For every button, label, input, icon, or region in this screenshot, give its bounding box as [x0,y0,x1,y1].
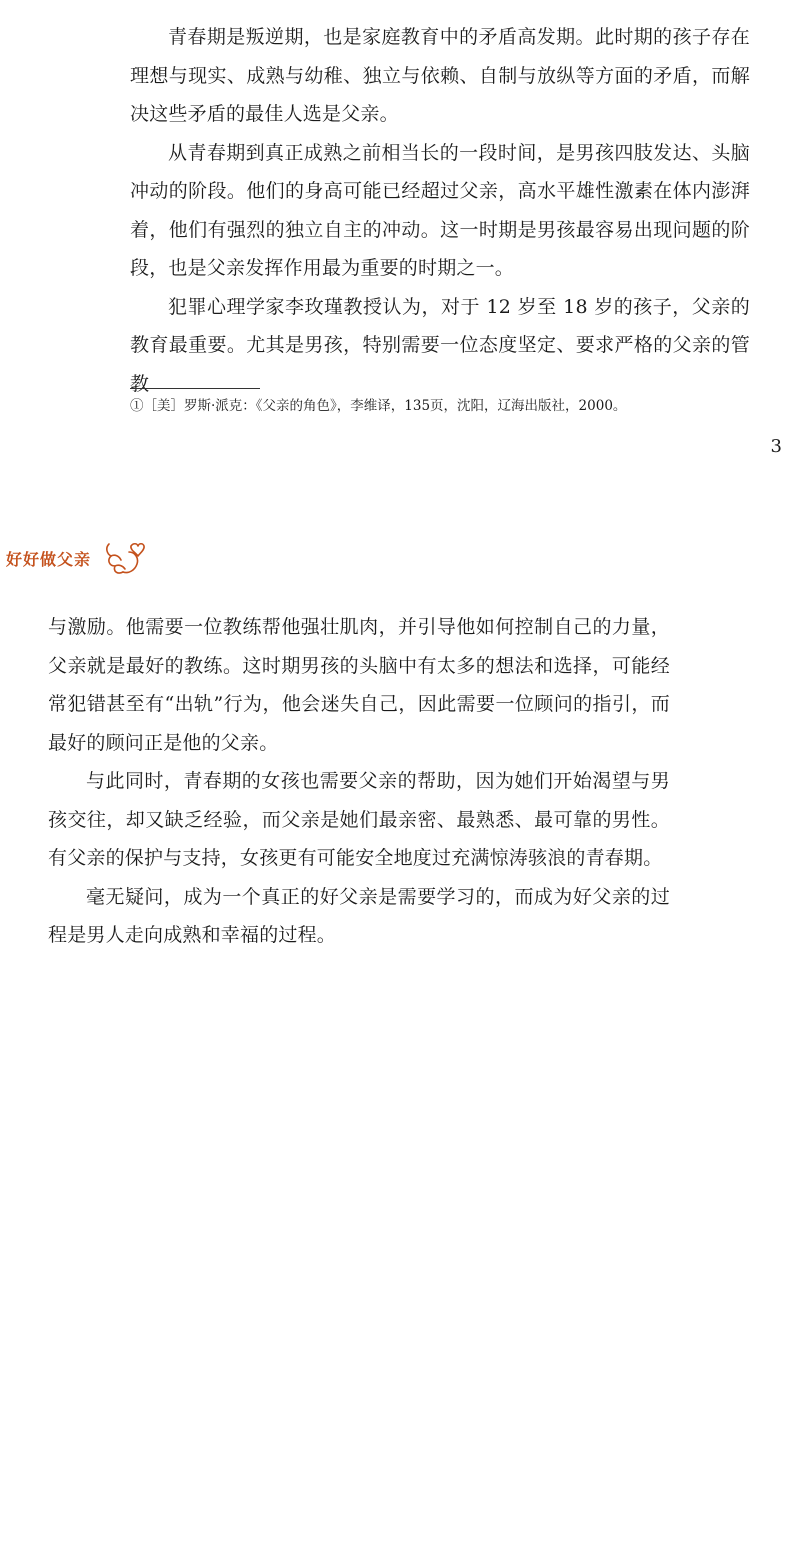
paragraph-girls-need-father: 与此同时，青春期的女孩也需要父亲的帮助，因为她们开始渴望与男孩交往，却又缺乏经验，而父亲是她们最亲密、最熟悉、最可靠的男性。有父亲的保护与支持，女孩更有可能安全地度过充满惊涛骇浪的青春期。 [48,770,670,869]
body-text-page-4 [48,608,670,955]
paragraph-father-as-coach: 与激励。他需要一位教练帮他强壮肌肉，并引导他如何控制自己的力量，父亲就是最好的教练。这时期男孩的头脑中有太多的想法和选择，可能经常犯错甚至有“出轨”行为，他会迷失自己，因此需要一位顾问的指引，而最好的顾问正是他的父亲。 [48,616,670,754]
running-header [6,538,147,578]
page-number: 3 [770,436,782,457]
page-4 [0,500,800,1546]
paragraph-becoming-good-father: 毫无疑问，成为一个真正的好父亲是需要学习的，而成为好父亲的过程是男人走向成熟和幸福的过程。 [48,885,670,946]
body-text-page-3 [130,18,750,403]
page-3 [0,0,800,470]
paragraph-adolescence-rebellion: 青春期是叛逆期，也是家庭教育中的矛盾高发期。此时期的孩子存在理想与现实、成熟与幼稚、独立与依赖、自制与放纵等方面的矛盾，而解决这些矛盾的最佳人选是父亲。 [130,26,750,125]
paragraph-boys-impulsive-stage: 从青春期到真正成熟之前相当长的一段时间，是男孩四肢发达、头脑冲动的阶段。他们的身高可能已经超过父亲，高水平雄性激素在体内澎湃着，他们有强烈的独立自主的冲动。这一时期是男孩最容易出现问题的阶段，也是父亲发挥作用最为重要的时期之一。 [130,141,750,279]
footnote: ①［美］罗斯·派克：《父亲的角色》，李维译，135页，沈阳，辽海出版社，2000。 [130,398,627,414]
hand-holding-heart-icon [101,538,147,578]
footnote-divider [130,388,260,389]
paragraph-psychologist-opinion: 犯罪心理学家李玫瑾教授认为，对于 12 岁至 18 岁的孩子，父亲的教育最重要。尤其是男孩，特别需要一位态度坚定、要求严格的父亲的管教 [130,295,750,395]
running-header-title: 好好做父亲 [6,549,92,569]
